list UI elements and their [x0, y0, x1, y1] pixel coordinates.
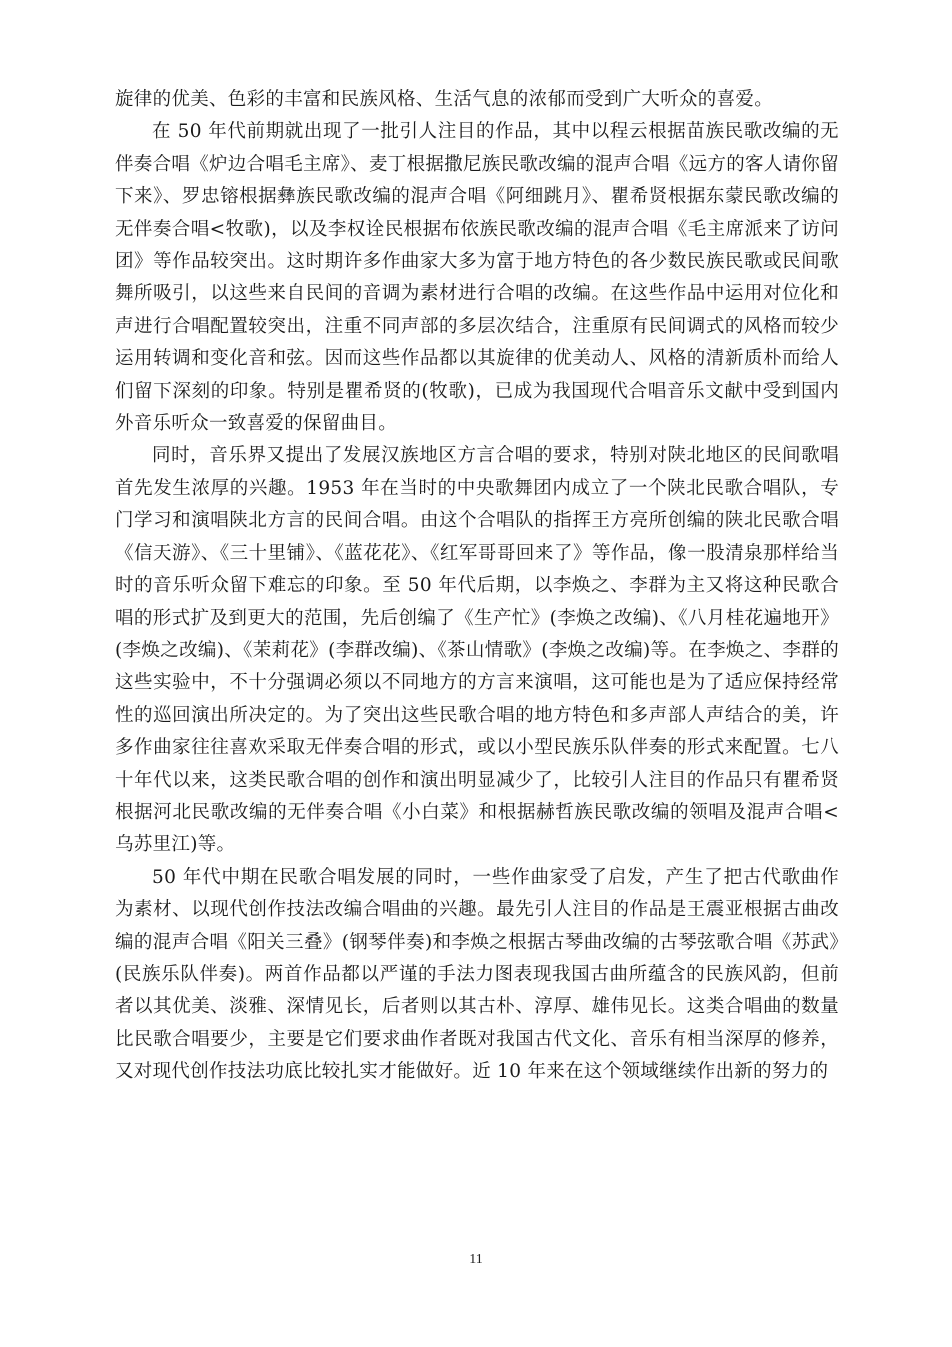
paragraph-minority-folk-choral: 在 50 年代前期就出现了一批引人注目的作品，其中以程云根据苗族民歌改编的无伴奏合唱《炉边合唱毛主席》、麦丁根据撒尼族民歌改编的混声合唱《远方的客人请你留下来》、罗忠镕根据彝族民歌改编的混声合唱《阿细跳月》、瞿希贤根据东蒙民歌改编的无伴奏合唱<牧歌)，以及李权诠民根据布依族民歌改编的混声合唱《毛主席派来了访问团》等作品较突出。这时期许多作曲家大多为富于地方特色的各少数民族民歌或民间歌舞所吸引，以这些来自民间的音调为素材进行合唱的改编。在这些作品中运用对位化和声进行合唱配置较突出，注重不同声部的多层次结合，注重原有民间调式的风格而较少运用转调和变化音和弦。因而这些作品都以其旋律的优美动人、风格的清新质朴而给人们留下深刻的印象。特别是瞿希贤的(牧歌)，已成为我国现代合唱音乐文献中受到国内外音乐听众一致喜爱的保留曲目。 [115, 121, 839, 435]
document-body [115, 84, 839, 1089]
paragraph-continuation: 旋律的优美、色彩的丰富和民族风格、生活气息的浓郁而受到广大听众的喜爱。 [115, 89, 774, 110]
page-number: 11 [469, 1252, 483, 1267]
paragraph-dialect-choral: 同时，音乐界又提出了发展汉族地区方言合唱的要求，特别对陕北地区的民间歌唱首先发生浓厚的兴趣。1953 年在当时的中央歌舞团内成立了一个陕北民歌合唱队，专门学习和演唱陕北方言的民间合唱。由这个合唱队的指挥王方亮所创编的陕北民歌合唱《信天游》、《三十里铺》、《蓝花花》、《红军哥哥回来了》等作品，像一股清泉那样给当时的音乐听众留下难忘的印象。至 50 年代后期，以李焕之、李群为主又将这种民歌合唱的形式扩及到更大的范围，先后创编了《生产忙》(李焕之改编)、《八月桂花遍地开》(李焕之改编)、《茉莉花》(李群改编)、《茶山情歌》(李焕之改编)等。在李焕之、李群的这些实验中，不十分强调必须以不同地方的方言来演唱，这可能也是为了适应保持经常性的巡回演出所决定的。为了突出这些民歌合唱的地方特色和多声部人声结合的美，许多作曲家往往喜欢采取无伴奏合唱的形式，或以小型民族乐队伴奏的形式来配置。七八十年代以来，这类民歌合唱的创作和演出明显减少了，比较引人注目的作品只有瞿希贤根据河北民歌改编的无伴奏合唱《小白菜》和根据赫哲族民歌改编的领唱及混声合唱<乌苏里江)等。 [115, 445, 839, 856]
paragraph-ancient-song-choral: 50 年代中期在民歌合唱发展的同时，一些作曲家受了启发，产生了把古代歌曲作为素材、以现代创作技法改编合唱曲的兴趣。最先引人注目的作品是王震亚根据古曲改编的混声合唱《阳关三叠》(钢琴伴奏)和李焕之根据古琴曲改编的古琴弦歌合唱《苏武》(民族乐队伴奏)。两首作品都以严谨的手法力图表现我国古曲所蕴含的民族风韵，但前者以其优美、淡雅、深情见长，后者则以其古朴、淳厚、雄伟见长。这类合唱曲的数量比民歌合唱要少，主要是它们要求曲作者既对我国古代文化、音乐有相当深厚的修养，又对现代创作技法功底比较扎实才能做好。近 10 年来在这个领域继续作出新的努力的 [115, 866, 839, 1083]
